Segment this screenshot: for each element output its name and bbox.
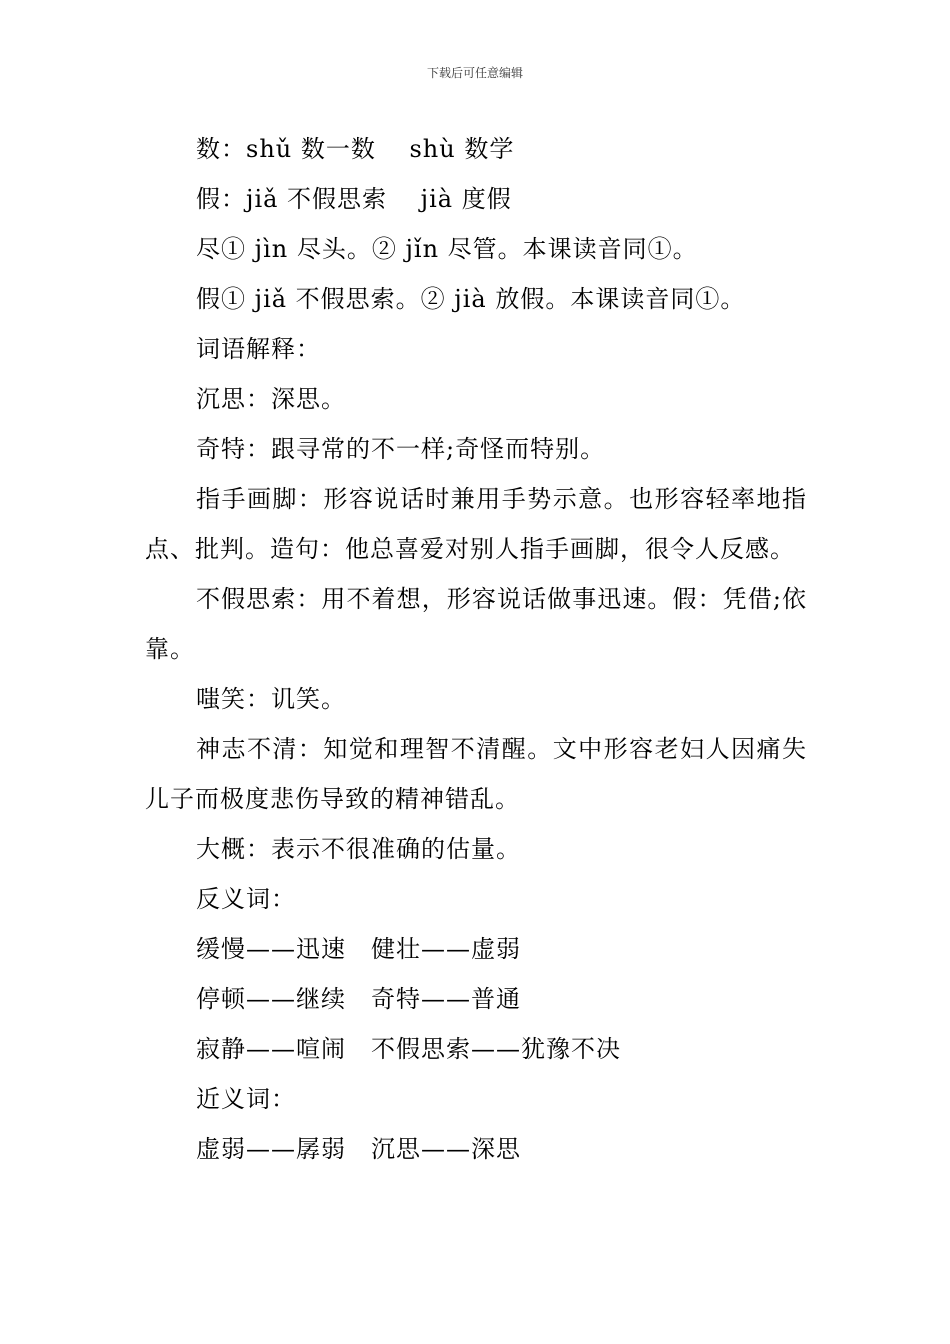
paragraph-polyphone-jia: 假① jiǎ 不假思索。② jià 放假。本课读音同①。 bbox=[196, 285, 746, 313]
synonym-pair-row: 虚弱——孱弱 沉思——深思 bbox=[196, 1135, 521, 1163]
section-heading-antonyms: 反义词： bbox=[196, 885, 296, 913]
definition-bujiasisuo: 不假思索：用不着想，形容说话做事迅速。假：凭借;依靠。 bbox=[145, 585, 807, 663]
antonym-pair-row: 缓慢——迅速 健壮——虚弱 bbox=[196, 935, 521, 963]
definition-dagai: 大概：表示不很准确的估量。 bbox=[196, 835, 521, 863]
section-heading-synonyms: 近义词： bbox=[196, 1085, 296, 1113]
section-heading-word-explanations: 词语解释： bbox=[196, 335, 321, 363]
definition-zhishouhuajiao: 指手画脚：形容说话时兼用手势示意。也形容轻率地指点、批判。造句：他总喜爱对别人指手画脚，很令人反感。 bbox=[145, 485, 807, 563]
definition-chixiao: 嗤笑：讥笑。 bbox=[196, 685, 346, 713]
definition-shenzhibuqing: 神志不清：知觉和理智不清醒。文中形容老妇人因痛失儿子而极度悲伤导致的精神错乱。 bbox=[145, 735, 807, 813]
document-body bbox=[145, 124, 807, 1174]
page-header: 下载后可任意编辑 bbox=[426, 66, 523, 80]
paragraph-pronunciation-shu: 数：shǔ 数一数 shù 数学 bbox=[196, 135, 515, 163]
antonym-pair-row: 停顿——继续 奇特——普通 bbox=[196, 985, 521, 1013]
paragraph-polyphone-jin: 尽① jìn 尽头。② jǐn 尽管。本课读音同①。 bbox=[196, 235, 698, 263]
antonym-pair-row: 寂静——喧闹 不假思索——犹豫不决 bbox=[196, 1035, 621, 1063]
definition-chensi: 沉思：深思。 bbox=[196, 385, 346, 413]
definition-qite: 奇特：跟寻常的不一样;奇怪而特别。 bbox=[196, 435, 606, 463]
paragraph-pronunciation-jia: 假：jiǎ 不假思索 jià 度假 bbox=[196, 185, 512, 213]
